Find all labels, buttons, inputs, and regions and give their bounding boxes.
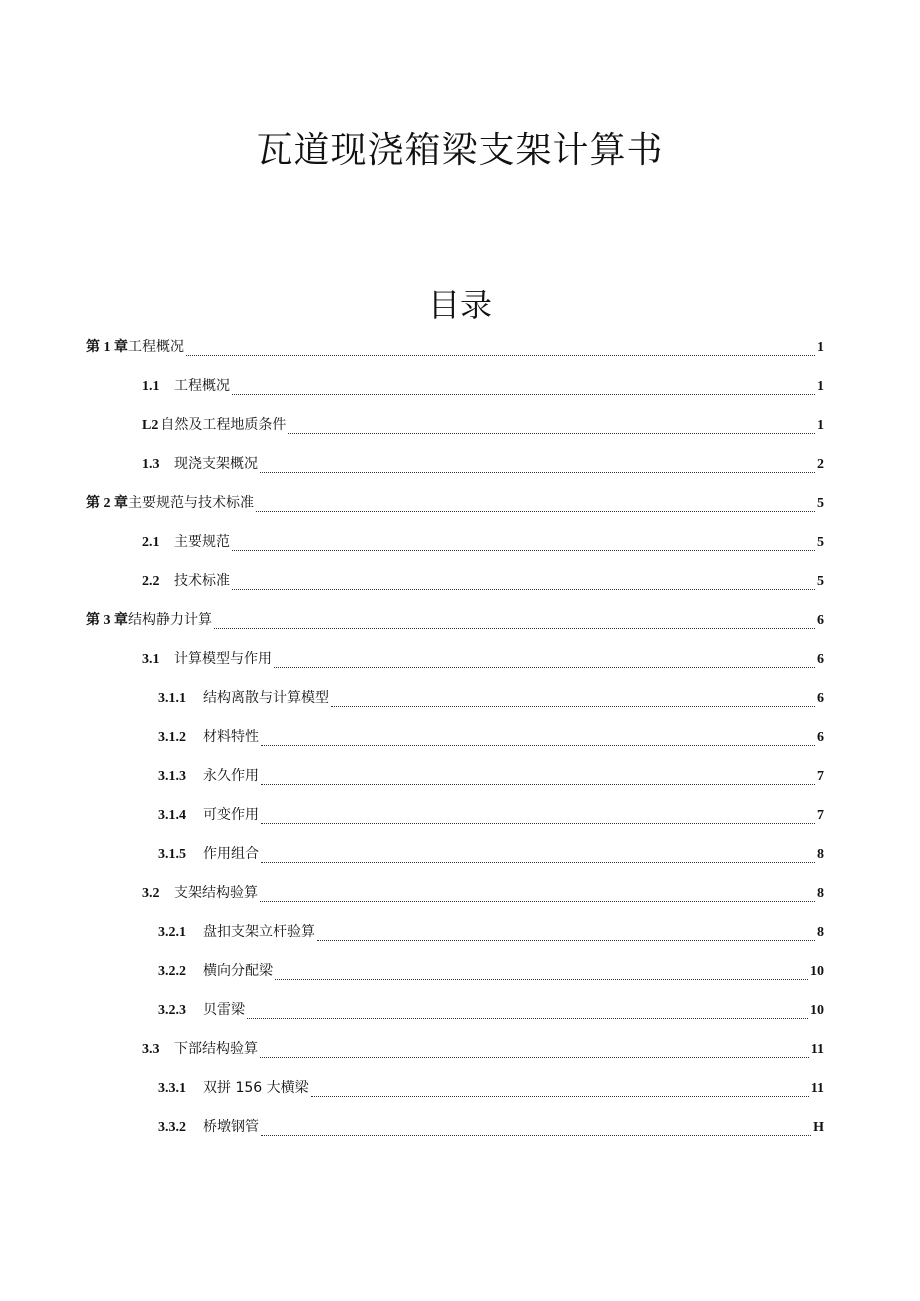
toc-page: 10: [810, 964, 824, 979]
toc-number: 3.2.3: [158, 1003, 186, 1018]
toc-label: 桥墩钢管: [203, 1119, 259, 1135]
toc-label: 可变作用: [203, 807, 259, 823]
toc-number: 3.1.5: [158, 847, 186, 862]
toc-label: 材料特性: [203, 729, 259, 745]
toc-leader: [247, 1017, 808, 1019]
toc-label: 技术标准: [174, 573, 230, 589]
toc-number: 3.2.1: [158, 925, 186, 940]
toc-label: 现浇支架概况: [174, 456, 258, 472]
toc-page: 8: [817, 925, 824, 940]
toc-entry-3-2-3[interactable]: [158, 999, 824, 1023]
toc-number: 第 1 章: [86, 340, 128, 355]
toc-leader: [186, 354, 815, 356]
toc-number: 3.3.1: [158, 1081, 186, 1096]
toc-page: 6: [817, 730, 824, 745]
toc-page: 8: [817, 847, 824, 862]
toc-label: 盘扣支架立杆验算: [203, 924, 315, 940]
toc-leader: [311, 1095, 809, 1097]
toc-leader: [261, 822, 815, 824]
toc-page: 5: [817, 496, 824, 511]
toc-page: 7: [817, 808, 824, 823]
toc-label: 作用组合: [203, 846, 259, 862]
toc-page: 6: [817, 691, 824, 706]
toc-page: 5: [817, 535, 824, 550]
toc-leader: [261, 861, 815, 863]
toc-number: 3.1.3: [158, 769, 186, 784]
toc-leader: [261, 1134, 811, 1136]
toc-page: 10: [810, 1003, 824, 1018]
toc-leader: [214, 627, 815, 629]
toc-entry-3-3[interactable]: [142, 1038, 824, 1062]
toc-label: 结构离散与计算模型: [203, 690, 329, 706]
toc-leader: [232, 588, 815, 590]
toc-number: 1.3: [142, 457, 160, 472]
toc-number: 3.1.1: [158, 691, 186, 706]
toc-number: 3.3.2: [158, 1120, 186, 1135]
toc-label: 支架结构验算: [174, 885, 258, 901]
toc-entry-1-1[interactable]: [142, 375, 824, 399]
toc-entry-1-3[interactable]: [142, 453, 824, 477]
toc-leader: [260, 1056, 809, 1058]
toc-page: 1: [817, 340, 824, 355]
toc-leader: [256, 510, 815, 512]
toc-label: 双拼 156 大横梁: [203, 1080, 309, 1096]
toc-number: 3.3: [142, 1042, 160, 1057]
toc-number: 3.1.2: [158, 730, 186, 745]
toc-number: 3.2.2: [158, 964, 186, 979]
toc-label: 主要规范: [174, 534, 230, 550]
toc-page: 2: [817, 457, 824, 472]
toc-leader: [331, 705, 815, 707]
toc-page: 1: [817, 418, 824, 433]
toc-entry-3-1-5[interactable]: [158, 843, 824, 867]
toc-page: 1: [817, 379, 824, 394]
toc-label: 结构静力计算: [128, 612, 212, 628]
toc-label: 主要规范与技术标准: [128, 495, 254, 511]
toc-leader: [275, 978, 808, 980]
toc-page: 6: [817, 613, 824, 628]
toc-entry-3-2-2[interactable]: [158, 960, 824, 984]
toc-leader: [274, 666, 815, 668]
toc-entry-2-1[interactable]: [142, 531, 824, 555]
toc-number: 2.2: [142, 574, 160, 589]
toc-leader: [288, 432, 815, 434]
toc-page: 6: [817, 652, 824, 667]
toc-entry-3-1-4[interactable]: [158, 804, 824, 828]
toc-number: 3.2: [142, 886, 160, 901]
toc-heading: 目录: [427, 286, 492, 324]
toc-label: 横向分配梁: [203, 963, 273, 979]
toc-label: 计算模型与作用: [174, 651, 272, 667]
toc-leader: [232, 393, 815, 395]
document-title: 瓦道现浇箱梁支架计算书: [256, 130, 664, 171]
toc-entry-3-1-3[interactable]: [158, 765, 824, 789]
toc-entry-1-2[interactable]: [142, 414, 824, 438]
toc-entry-3-2-1[interactable]: [158, 921, 824, 945]
toc-label: 贝雷梁: [203, 1002, 245, 1018]
toc-entry-chapter-1[interactable]: [86, 336, 824, 360]
toc-number: 1.1: [142, 379, 160, 394]
toc-number: 第 3 章: [86, 613, 128, 628]
toc-leader: [317, 939, 815, 941]
toc-page: 11: [810, 1081, 824, 1096]
toc-leader: [261, 744, 815, 746]
toc-entry-2-2[interactable]: [142, 570, 824, 594]
toc-label: 下部结构验算: [174, 1041, 258, 1057]
toc-entry-chapter-2[interactable]: [86, 492, 824, 516]
toc-leader: [232, 549, 815, 551]
toc-label: 永久作用: [203, 768, 259, 784]
toc-entry-3-3-2[interactable]: [158, 1116, 824, 1140]
toc-page: 7: [817, 769, 824, 784]
toc-page: 11: [810, 1042, 824, 1057]
toc-entry-3-1[interactable]: [142, 648, 824, 672]
toc-entry-3-2[interactable]: [142, 882, 824, 906]
toc-number: 2.1: [142, 535, 160, 550]
toc-entry-chapter-3[interactable]: [86, 609, 824, 633]
toc-number: L2: [142, 418, 159, 433]
toc-label: 工程概况: [174, 378, 230, 394]
toc-number: 第 2 章: [86, 496, 128, 511]
toc-leader: [260, 900, 815, 902]
toc-page: 8: [817, 886, 824, 901]
toc-entry-3-1-1[interactable]: [158, 687, 824, 711]
toc-number: 3.1: [142, 652, 160, 667]
toc-page: 5: [817, 574, 824, 589]
toc-entry-3-1-2[interactable]: [158, 726, 824, 750]
toc-number: 3.1.4: [158, 808, 186, 823]
toc-leader: [261, 783, 815, 785]
toc-label: 工程概况: [128, 339, 184, 355]
toc-page: H: [813, 1120, 824, 1135]
toc-leader: [260, 471, 815, 473]
toc-entry-3-3-1[interactable]: [158, 1077, 824, 1101]
toc-label: 自然及工程地质条件: [160, 417, 287, 433]
